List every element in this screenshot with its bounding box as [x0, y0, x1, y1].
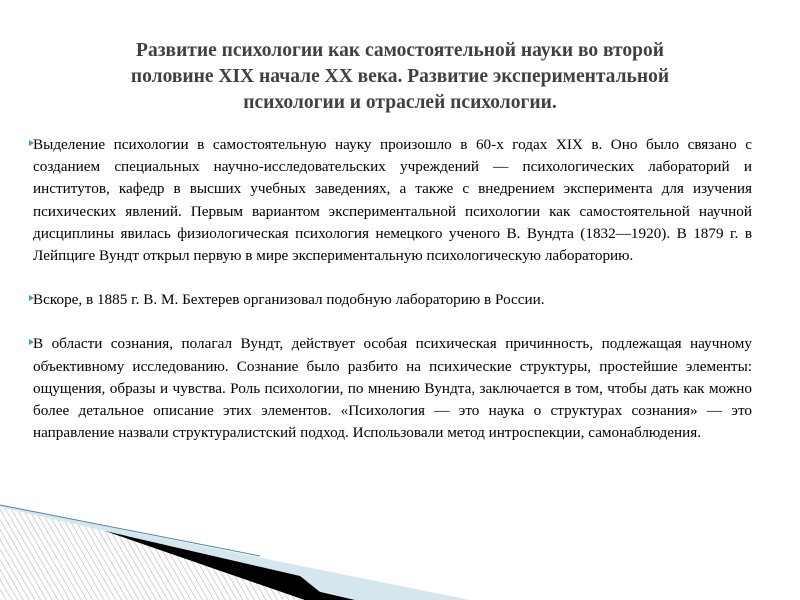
paragraph-wundt-history [33, 134, 752, 267]
title-line-2: половине XIX начале XX века. Развитие экспериментальной [130, 66, 670, 87]
slide-body [33, 134, 752, 466]
paragraph-text: Выделение психологии в самостоятельную науку произошло в 60-х годах XIX в. Оно было связано с созданием специальных научно-исследовательских учреждений — психологических лабораторий и институтов, кафедр в высших учебных заведениях, а также с внедрением эксперимента для изучения психических явлений. Первым вариантом экспериментальной психологии как самостоятельной научной дисциплины явилась физиологическая психология немецкого ученого В. Вундта (1832—1920). В 1879 г. в Лейпциге Вундт открыл первую в мире экспериментальную психологическую лабораторию. [33, 136, 752, 265]
title-line-1: Развитие психологии как самостоятельной науки во второй [136, 40, 664, 61]
bullet-triangle-icon [29, 339, 34, 345]
slide-title [80, 38, 720, 116]
paragraph-structuralism [33, 333, 752, 444]
paragraph-bekhterev [33, 289, 752, 311]
paragraph-text: В области сознания, полагал Вундт, действует особая психическая причинность, подлежащая научному объективному исследованию. Сознание было разбито на психические структуры, простейшие элементы: ощущения, образы и чувства. Роль психологии, по мнению Вундта, заключается в том, чтобы дать как можно более детальное описание этих элементов. «Психология — это наука о структурах сознания» — это направление назвали структуралистский подход. Использовали метод интроспекции, самонаблюдения. [33, 335, 752, 442]
bullet-triangle-icon [29, 140, 34, 146]
bullet-triangle-icon [29, 295, 34, 301]
paragraph-text: Вскоре, в 1885 г. В. М. Бехтерев организовал подобную лабораторию в России. [33, 291, 545, 309]
title-line-3: психологии и отраслей психологии. [243, 92, 557, 113]
